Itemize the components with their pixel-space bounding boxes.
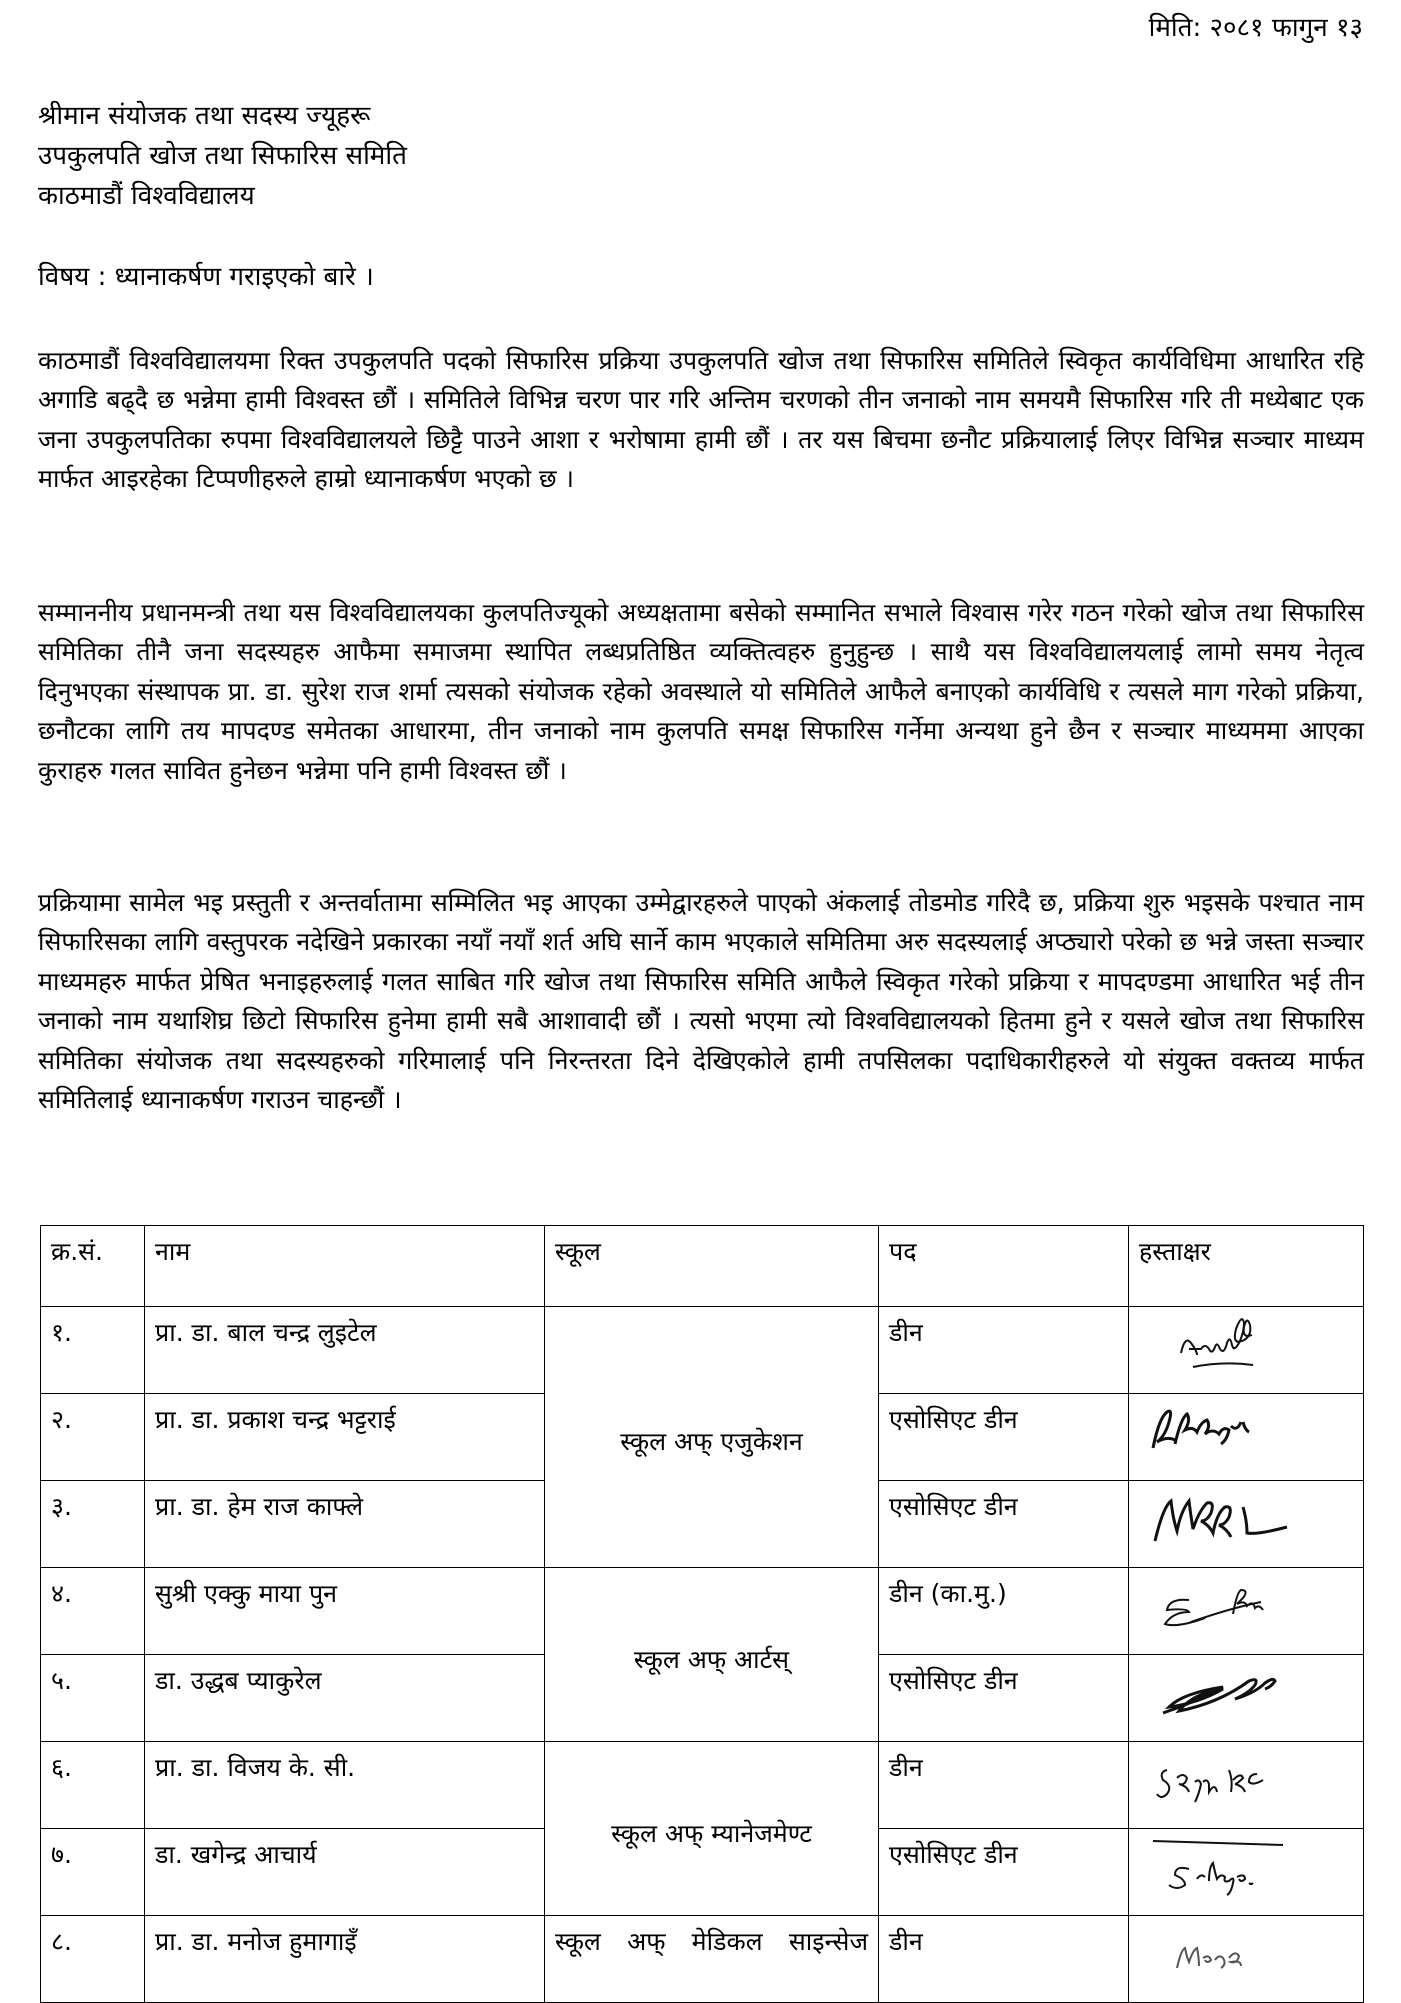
school-arts: स्कूल अफ् आर्टस्	[545, 1568, 879, 1742]
table-row	[41, 1916, 1364, 2003]
signature-cell	[1129, 1916, 1364, 2003]
header-school: स्कूल	[545, 1226, 879, 1307]
handwritten-signature-5	[1133, 1657, 1358, 1731]
signature-cell	[1129, 1568, 1364, 1655]
row-post: डीन	[879, 1742, 1129, 1829]
school-medical-sciences: स्कूल अफ् मेडिकल साइन्सेज	[545, 1916, 879, 2003]
row-sn: १.	[41, 1307, 145, 1394]
signature-cell	[1129, 1655, 1364, 1742]
signature-cell	[1129, 1307, 1364, 1394]
header-name: नाम	[145, 1226, 545, 1307]
handwritten-signature-4	[1133, 1570, 1358, 1644]
row-post: डीन	[879, 1916, 1129, 2003]
header-sn: क्र.सं.	[41, 1226, 145, 1307]
row-name: प्रा. डा. प्रकाश चन्द्र भट्टराई	[145, 1394, 545, 1481]
row-name: डा. खगेन्द्र आचार्य	[145, 1829, 545, 1916]
recipient-block	[38, 96, 407, 216]
handwritten-signature-8	[1133, 1918, 1358, 1992]
header-signature: हस्ताक्षर	[1129, 1226, 1364, 1307]
handwritten-signature-1	[1133, 1309, 1358, 1383]
row-post: एसोसिएट डीन	[879, 1481, 1129, 1568]
row-name: डा. उद्धब प्याकुरेल	[145, 1655, 545, 1742]
row-name: प्रा. डा. मनोज हुमागाइँ	[145, 1916, 545, 2003]
row-post: डीन	[879, 1307, 1129, 1394]
signature-cell	[1129, 1742, 1364, 1829]
handwritten-signature-6	[1133, 1744, 1358, 1818]
row-sn: २.	[41, 1394, 145, 1481]
signature-cell	[1129, 1394, 1364, 1481]
letter-date: मिति: २०८१ फागुन १३	[1148, 13, 1363, 43]
row-name: प्रा. डा. विजय के. सी.	[145, 1742, 545, 1829]
letter-subject: विषय : ध्यानाकर्षण गराइएको बारे ।	[38, 262, 374, 292]
row-name: सुश्री एक्कु माया पुन	[145, 1568, 545, 1655]
row-post: एसोसिएट डीन	[879, 1655, 1129, 1742]
row-sn: ८.	[41, 1916, 145, 2003]
row-post: एसोसिएट डीन	[879, 1829, 1129, 1916]
recipient-line-1: श्रीमान संयोजक तथा सदस्य ज्यूहरू	[38, 101, 371, 131]
handwritten-signature-3	[1133, 1483, 1358, 1557]
row-sn: ५.	[41, 1655, 145, 1742]
recipient-line-2: उपकुलपति खोज तथा सिफारिस समिति	[38, 141, 407, 171]
school-management: स्कूल अफ् म्यानेजमेण्ट	[545, 1742, 879, 1916]
row-sn: ६.	[41, 1742, 145, 1829]
row-name: प्रा. डा. बाल चन्द्र लुइटेल	[145, 1307, 545, 1394]
table-row	[41, 1742, 1364, 1829]
row-post: डीन (का.मु.)	[879, 1568, 1129, 1655]
row-sn: ७.	[41, 1829, 145, 1916]
row-sn: ४.	[41, 1568, 145, 1655]
row-post: एसोसिएट डीन	[879, 1394, 1129, 1481]
handwritten-signature-7	[1133, 1831, 1358, 1905]
row-sn: ३.	[41, 1481, 145, 1568]
signatory-table	[40, 1225, 1364, 2003]
table-row	[41, 1307, 1364, 1394]
paragraph-3: प्रक्रियामा सामेल भइ प्रस्तुती र अन्तर्वातामा सम्मिलित भइ आएका उम्मेद्वारहरुले पाएको अंकलाई तोडमोड गरिदै छ, प्रक्रिया शुरु भइसके पश्चात नाम सिफारिसका लागि वस्तुपरक नदेखिने प्रकारका नयाँ नयाँ शर्त अघि सार्ने काम भएकाले समितिमा अरु सदस्यलाई अप्ठ्यारो परेको छ भन्ने जस्ता सञ्चार माध्यमहरु मार्फत प्रेषित भनाइहरुलाई गलत साबित गरि खोज तथा सिफारिस समिति आफैले स्विकृत गरेको प्रक्रिया र मापदण्डमा आधारित भई तीन जनाको नाम यथाशिघ्र छिटो सिफारिस हुनेमा हामी सबै आशावादी छौं । त्यसो भएमा त्यो विश्वविद्यालयको हितमा हुने र यसले खोज तथा सिफारिस समितिका संयोजक तथा सदस्यहरुको गरिमालाई पनि निरन्तरता दिने देखिएकोले हामी तपसिलका पदाधिकारीहरुले यो संयुक्त वक्तव्य मार्फत समितिलाई ध्यानाकर्षण गराउन चाहन्छौं ।	[38, 888, 1364, 1115]
signature-cell	[1129, 1481, 1364, 1568]
table-row	[41, 1568, 1364, 1655]
handwritten-signature-2	[1133, 1396, 1358, 1470]
school-education: स्कूल अफ् एजुकेशन	[545, 1307, 879, 1568]
signature-cell	[1129, 1829, 1364, 1916]
table-header-row	[41, 1226, 1364, 1307]
recipient-line-3: काठमाडौं विश्वविद्यालय	[38, 181, 255, 211]
paragraph-2: सम्माननीय प्रधानमन्त्री तथा यस विश्वविद्यालयका कुलपतिज्यूको अध्यक्षतामा बसेको सम्मानित सभाले विश्वास गरेर गठन गरेको खोज तथा सिफारिस समितिका तीनै जना सदस्यहरु आफैमा समाजमा स्थापित लब्धप्रतिष्ठित व्यक्तित्वहरु हुनुहुन्छ । साथै यस विश्वविद्यालयलाई लामो समय नेतृत्व दिनुभएका संस्थापक प्रा. डा. सुरेश राज शर्मा त्यसको संयोजक रहेको अवस्थाले यो समितिले आफैले बनाएको कार्यविधि र त्यसले माग गरेको प्रक्रिया, छनौटका लागि तय मापदण्ड समेतका आधारमा, तीन जनाको नाम कुलपति समक्ष सिफारिस गर्नेमा अन्यथा हुने छैन र सञ्चार माध्यममा आएका कुराहरु गलत सावित हुनेछन भन्नेमा पनि हामी विश्वस्त छौं ।	[38, 598, 1364, 785]
paragraph-1: काठमाडौं विश्वविद्यालयमा रिक्त उपकुलपति पदको सिफारिस प्रक्रिया उपकुलपति खोज तथा सिफारिस समितिले स्विकृत कार्यविधिमा आधारित रहि अगाडि बढ्दै छ भन्नेमा हामी विश्वस्त छौं । समितिले विभिन्न चरण पार गरि अन्तिम चरणको तीन जनाको नाम समयमै सिफारिस गरि ती मध्येबाट एक जना उपकुलपतिका रुपमा विश्वविद्यालयले छिट्टै पाउने आशा र भरोषामा हामी छौं । तर यस बिचमा छनौट प्रक्रियालाई लिएर विभिन्न सञ्चार माध्यम मार्फत आइरहेका टिप्पणीहरुले हाम्रो ध्यानाकर्षण भएको छ ।	[38, 346, 1364, 494]
row-name: प्रा. डा. हेम राज काफ्ले	[145, 1481, 545, 1568]
header-post: पद	[879, 1226, 1129, 1307]
